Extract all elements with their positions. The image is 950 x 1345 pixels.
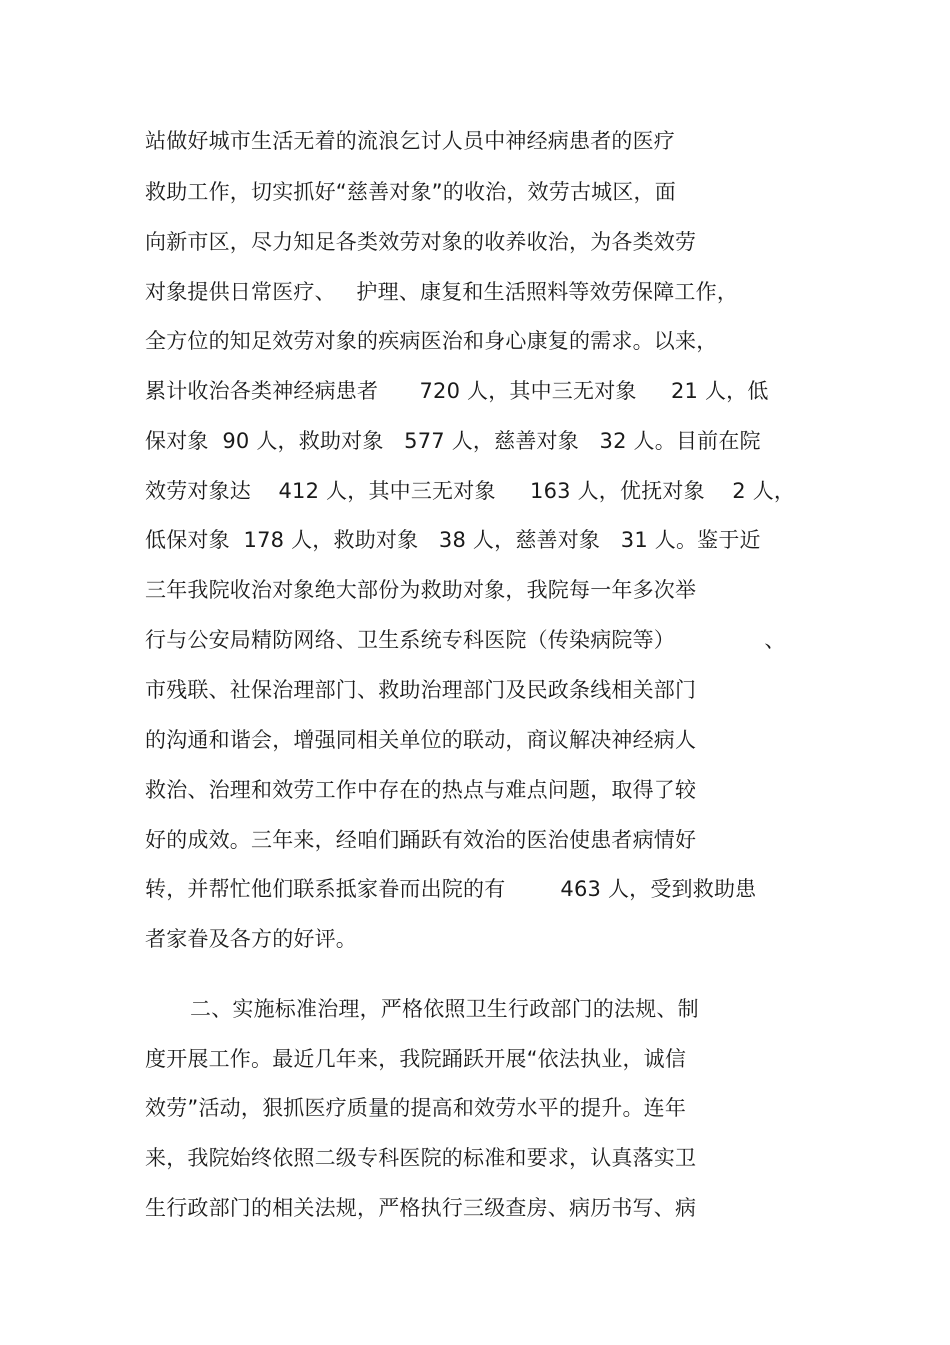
- text-line: 效劳”活动，狠抓医疗质量的提高和效劳水平的提升。连年: [145, 1096, 687, 1120]
- section-heading-line: 二、实施标准治理，严格依照卫生行政部门的法规、制: [190, 997, 699, 1021]
- text-line: 救治、治理和效劳工作中存在的热点与难点问题，取得了较: [145, 778, 697, 802]
- text-line: 生行政部门的相关法规，严格执行三级查房、病历书写、病: [145, 1196, 697, 1220]
- text-line: 来，我院始终依照二级专科医院的标准和要求，认真落实卫: [145, 1146, 697, 1170]
- text-line: 的沟通和谐会，增强同相关单位的联动，商议解决神经病人: [145, 728, 697, 752]
- text-line: 好的成效。三年来，经咱们踊跃有效治的医治使患者病情好: [145, 828, 697, 852]
- text-line: 转，并帮忙他们联系抵家眷而出院的有 463 人，受到救助患: [145, 877, 757, 901]
- text-line: 累计收治各类神经病患者 720 人，其中三无对象 21 人，低: [145, 379, 769, 403]
- text-line: 对象提供日常医疗、 护理、康复和生活照料等效劳保障工作，: [145, 280, 739, 304]
- text-line: 低保对象 178 人，救助对象 38 人，慈善对象 31 人。鉴于近: [145, 528, 761, 552]
- text-line: 救助工作，切实抓好“慈善对象”的收治，效劳古城区，面: [145, 180, 676, 204]
- text-line: 三年我院收治对象绝大部份为救助对象，我院每一年多次举: [145, 578, 697, 602]
- text-line: 市残联、社保治理部门、救助治理部门及民政条线相关部门: [145, 678, 697, 702]
- text-line: 向新市区，尽力知足各类效劳对象的收养收治，为各类效劳: [145, 230, 697, 254]
- text-line: 保对象 90 人，救助对象 577 人，慈善对象 32 人。目前在院: [145, 429, 761, 453]
- text-line: 全方位的知足效劳对象的疾病医治和身心康复的需求。以来，: [145, 329, 718, 353]
- text-line: 者家眷及各方的好评。: [145, 927, 357, 951]
- text-line: 效劳对象达 412 人，其中三无对象 163 人，优抚对象 2 人，: [145, 479, 796, 503]
- text-line: 行与公安局精防网络、卫生系统专科医院（传染病院等） 、: [145, 628, 786, 652]
- text-line: 度开展工作。最近几年来，我院踊跃开展“依法执业，诚信: [145, 1047, 687, 1071]
- text-line: 站做好城市生活无着的流浪乞讨人员中神经病患者的医疗: [145, 129, 675, 153]
